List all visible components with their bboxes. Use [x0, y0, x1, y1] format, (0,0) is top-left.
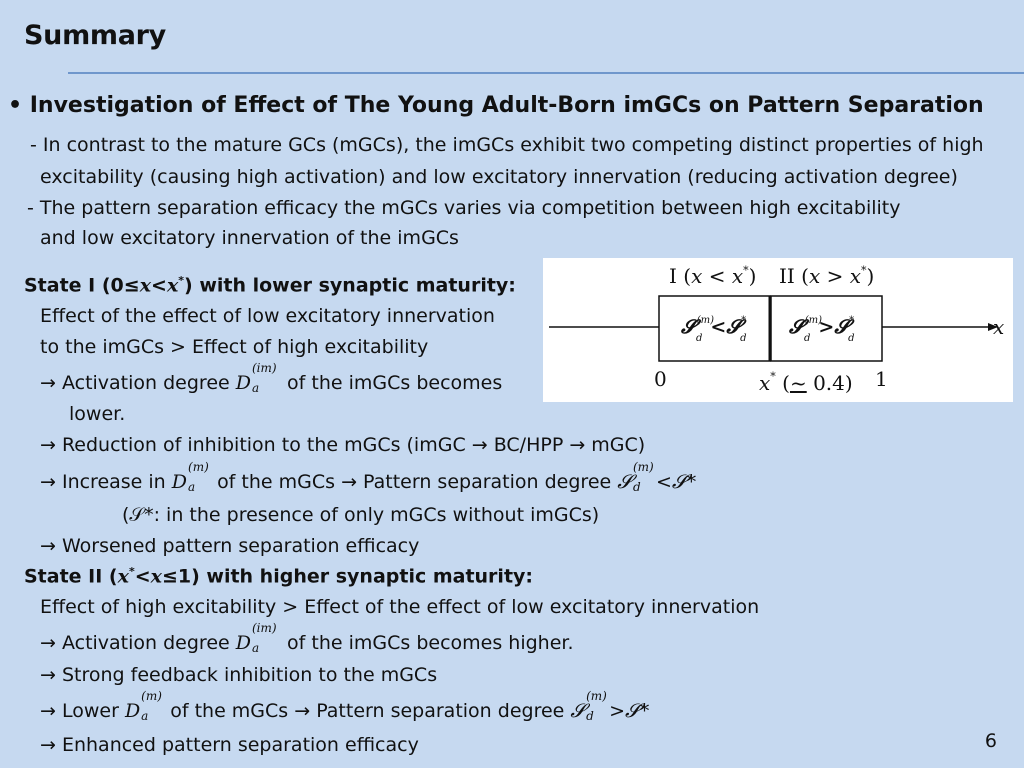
- state1-increase-pre: → Increase in: [40, 471, 166, 493]
- state1-activation: [40, 361, 503, 395]
- state2-heading-x2: x: [150, 565, 162, 588]
- threshold-label: x* (~ 0.4): [759, 370, 853, 395]
- state2-lower-rel: >: [609, 700, 626, 722]
- state2-heading: [24, 565, 533, 587]
- state1-activation-cont: lower.: [69, 403, 126, 425]
- state1-increase-rel: <: [655, 471, 672, 493]
- state1-heading-x: x: [139, 274, 152, 297]
- s-star-symbol-2: 𝓢*: [625, 700, 650, 722]
- state1-heading-lt: <: [151, 274, 167, 297]
- region1-label: I (x < x*): [669, 264, 757, 288]
- state1-activation-post: of the imGCs becomes: [287, 372, 503, 394]
- state-diagram: [543, 258, 1013, 402]
- s-d-m-symbol-2: 𝓢 (m) d: [570, 689, 607, 723]
- x-axis-label: x: [993, 315, 1005, 339]
- d-a-im-symbol-2: D (im) a: [235, 621, 277, 655]
- region2-box-text: 𝓢$^{(m)}$ d>𝓢* d: [789, 315, 855, 344]
- state2-activation-pre: → Activation degree: [40, 632, 230, 654]
- state2-heading-pre: State II (: [24, 565, 118, 588]
- d-a-m-symbol: D (m) a: [171, 460, 209, 494]
- state2-heading-post: ≤1) with higher synaptic maturity:: [161, 565, 534, 588]
- tick-0: 0: [654, 367, 667, 391]
- intro-line-3: - The pattern separation efficacy the mGCs varies via competition between high excitability: [27, 197, 901, 219]
- state1-activation-pre: → Activation degree: [40, 372, 230, 394]
- region1-box-text: 𝓢$^{(m)}$ d<𝓢* d: [681, 315, 747, 344]
- state1-heading-xstar: x: [166, 274, 179, 297]
- state1-heading-post: ) with lower synaptic maturity:: [184, 274, 516, 297]
- heading-text: Investigation of Effect of The Young Adult-Born imGCs on Pattern Separation: [29, 93, 984, 118]
- intro-line-4: and low excitatory innervation of the imGCs: [40, 227, 459, 249]
- state2-lower-pre: → Lower: [40, 700, 119, 722]
- state1-heading-pre: State I (0≤: [24, 274, 140, 297]
- state1-reduction: → Reduction of inhibition to the mGCs (imGC → BC/HPP → mGC): [40, 434, 646, 456]
- state1-increase-mid: of the mGCs → Pattern separation degree: [217, 471, 612, 493]
- state2-activation: [40, 621, 574, 655]
- state1-worse: → Worsened pattern separation efficacy: [40, 535, 420, 557]
- state2-strong: → Strong feedback inhibition to the mGCs: [40, 664, 438, 686]
- state2-activation-post: of the imGCs becomes higher.: [287, 632, 574, 654]
- state1-note: (𝒮*: in the presence of only mGCs without imGCs): [122, 504, 600, 526]
- bullet-icon: •: [8, 93, 23, 118]
- d-a-m-symbol-2: D (m) a: [124, 689, 162, 723]
- state1-increase: [40, 460, 697, 494]
- state2-lower-mid: of the mGCs → Pattern separation degree: [170, 700, 565, 722]
- state1-heading: [24, 274, 516, 296]
- d-a-im-symbol: D (im) a: [235, 361, 277, 395]
- s-d-m-symbol: 𝓢 (m) d: [617, 460, 654, 494]
- tick-1: 1: [875, 367, 888, 391]
- intro-line-1: - In contrast to the mature GCs (mGCs), the imGCs exhibit two competing distinct properties of high: [30, 134, 984, 156]
- region2-label: II (x > x*): [779, 264, 875, 288]
- state2-heading-lt: <: [134, 565, 151, 588]
- state1-line-2: to the imGCs > Effect of high excitability: [40, 336, 429, 358]
- s-star-symbol: 𝓢*: [671, 471, 697, 493]
- intro-line-2: excitability (causing high activation) and low excitatory innervation (reducing activation degree): [40, 166, 958, 188]
- state1-line-1: Effect of the effect of low excitatory innervation: [40, 305, 495, 327]
- state2-enhanced: → Enhanced pattern separation efficacy: [40, 734, 419, 756]
- title-divider: [68, 72, 1024, 74]
- slide-title: Summary: [24, 20, 166, 51]
- state2-heading-star: *: [128, 565, 135, 578]
- state2-lower: [40, 689, 650, 723]
- state-diagram-svg: [543, 258, 1013, 402]
- state2-heading-x: x: [117, 565, 129, 588]
- state2-line-1: Effect of high excitability > Effect of the effect of low excitatory innervation: [40, 596, 760, 618]
- section-heading: [8, 93, 984, 118]
- page-number: 6: [984, 730, 997, 752]
- state1-heading-star: *: [178, 274, 185, 287]
